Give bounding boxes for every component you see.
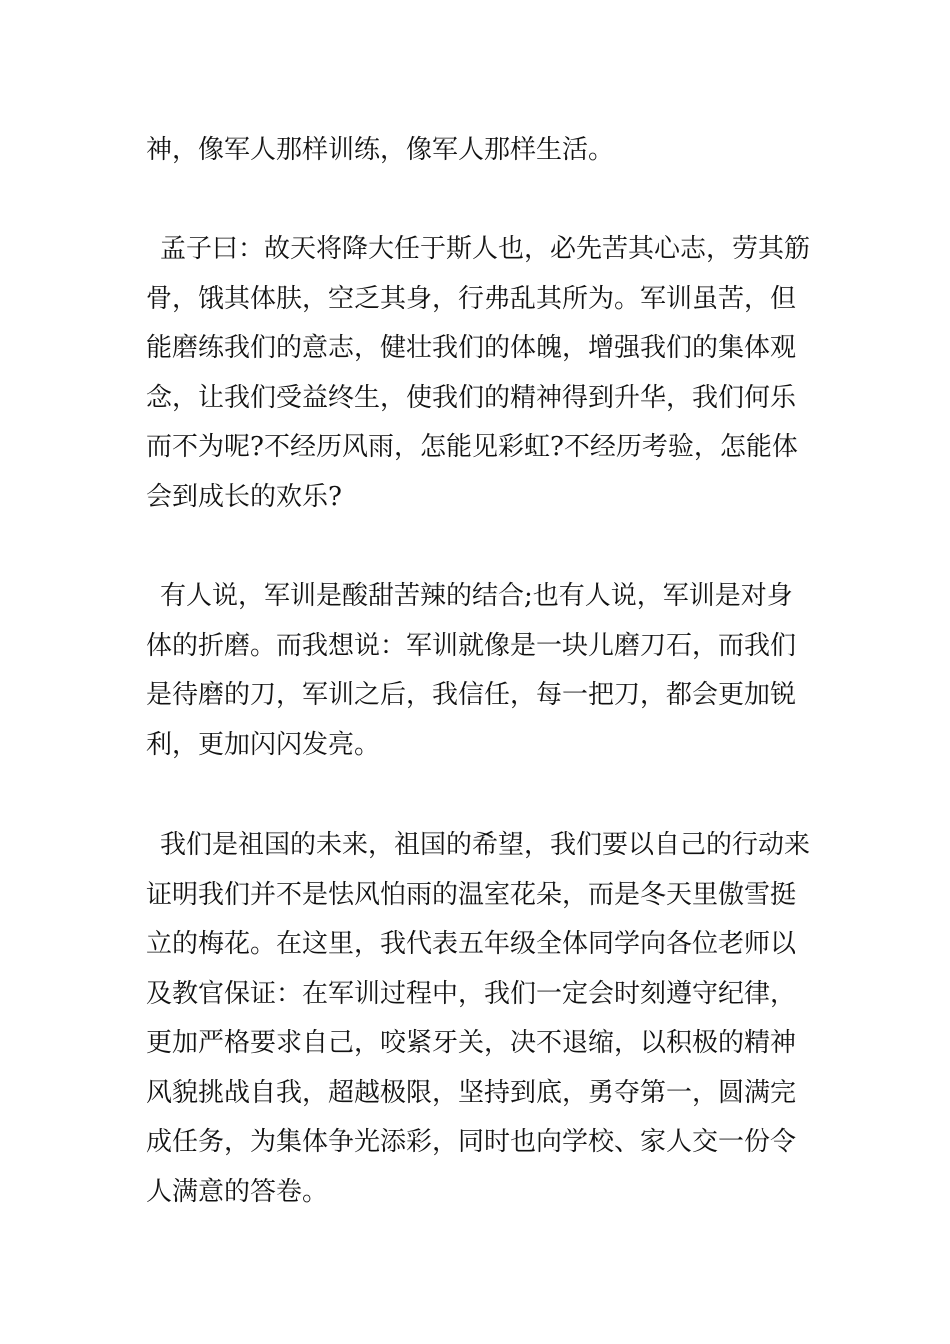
paragraph-line: 而不为呢?不经历风雨，怎能见彩虹?不经历考验，怎能体 — [146, 432, 798, 462]
paragraph-line: 有人说，军训是酸甜苦辣的结合;也有人说，军训是对身 — [160, 581, 793, 611]
paragraph-line: 神，像军人那样训练，像军人那样生活。 — [146, 135, 615, 165]
paragraph-line: 立的梅花。在这里，我代表五年级全体同学向各位老师以 — [146, 929, 797, 959]
paragraph-3 — [146, 572, 816, 770]
paragraph-line: 念，让我们受益终生，使我们的精神得到升华，我们何乐 — [146, 382, 797, 413]
paragraph-4 — [146, 821, 816, 1217]
paragraph-line: 我们是祖国的未来，祖国的希望，我们要以自己的行动来 — [160, 830, 811, 860]
paragraph-line: 利，更加闪闪发亮。 — [146, 729, 381, 760]
paragraph-line: 孟子曰：故天将降大任于斯人也，必先苦其心志，劳其筋 — [160, 234, 811, 264]
paragraph-line: 及教官保证：在军训过程中，我们一定会时刻遵守纪律， — [146, 978, 797, 1009]
paragraph-line: 风貌挑战自我，超越极限，坚持到底，勇夺第一，圆满完 — [146, 1077, 797, 1108]
paragraph-line: 成任务，为集体争光添彩，同时也向学校、家人交一份令 — [146, 1127, 797, 1157]
paragraph-line: 是待磨的刀，军训之后，我信任，每一把刀，都会更加锐 — [146, 680, 797, 710]
paragraph-line: 人满意的答卷。 — [146, 1176, 329, 1207]
paragraph-line: 更加严格要求自己，咬紧牙关，决不退缩，以积极的精神 — [146, 1028, 797, 1058]
paragraph-line: 证明我们并不是怯风怕雨的温室花朵，而是冬天里傲雪挺 — [146, 879, 797, 910]
paragraph-2 — [146, 225, 816, 522]
paragraph-1 — [146, 126, 816, 176]
paragraph-line: 能磨练我们的意志，健壮我们的体魄，增强我们的集体观 — [146, 333, 797, 363]
paragraph-line: 骨，饿其体肤，空乏其身，行弗乱其所为。军训虽苦，但 — [146, 283, 797, 314]
paragraph-line: 会到成长的欢乐? — [146, 481, 342, 512]
paragraph-line: 体的折磨。而我想说：军训就像是一块儿磨刀石，而我们 — [146, 630, 797, 661]
